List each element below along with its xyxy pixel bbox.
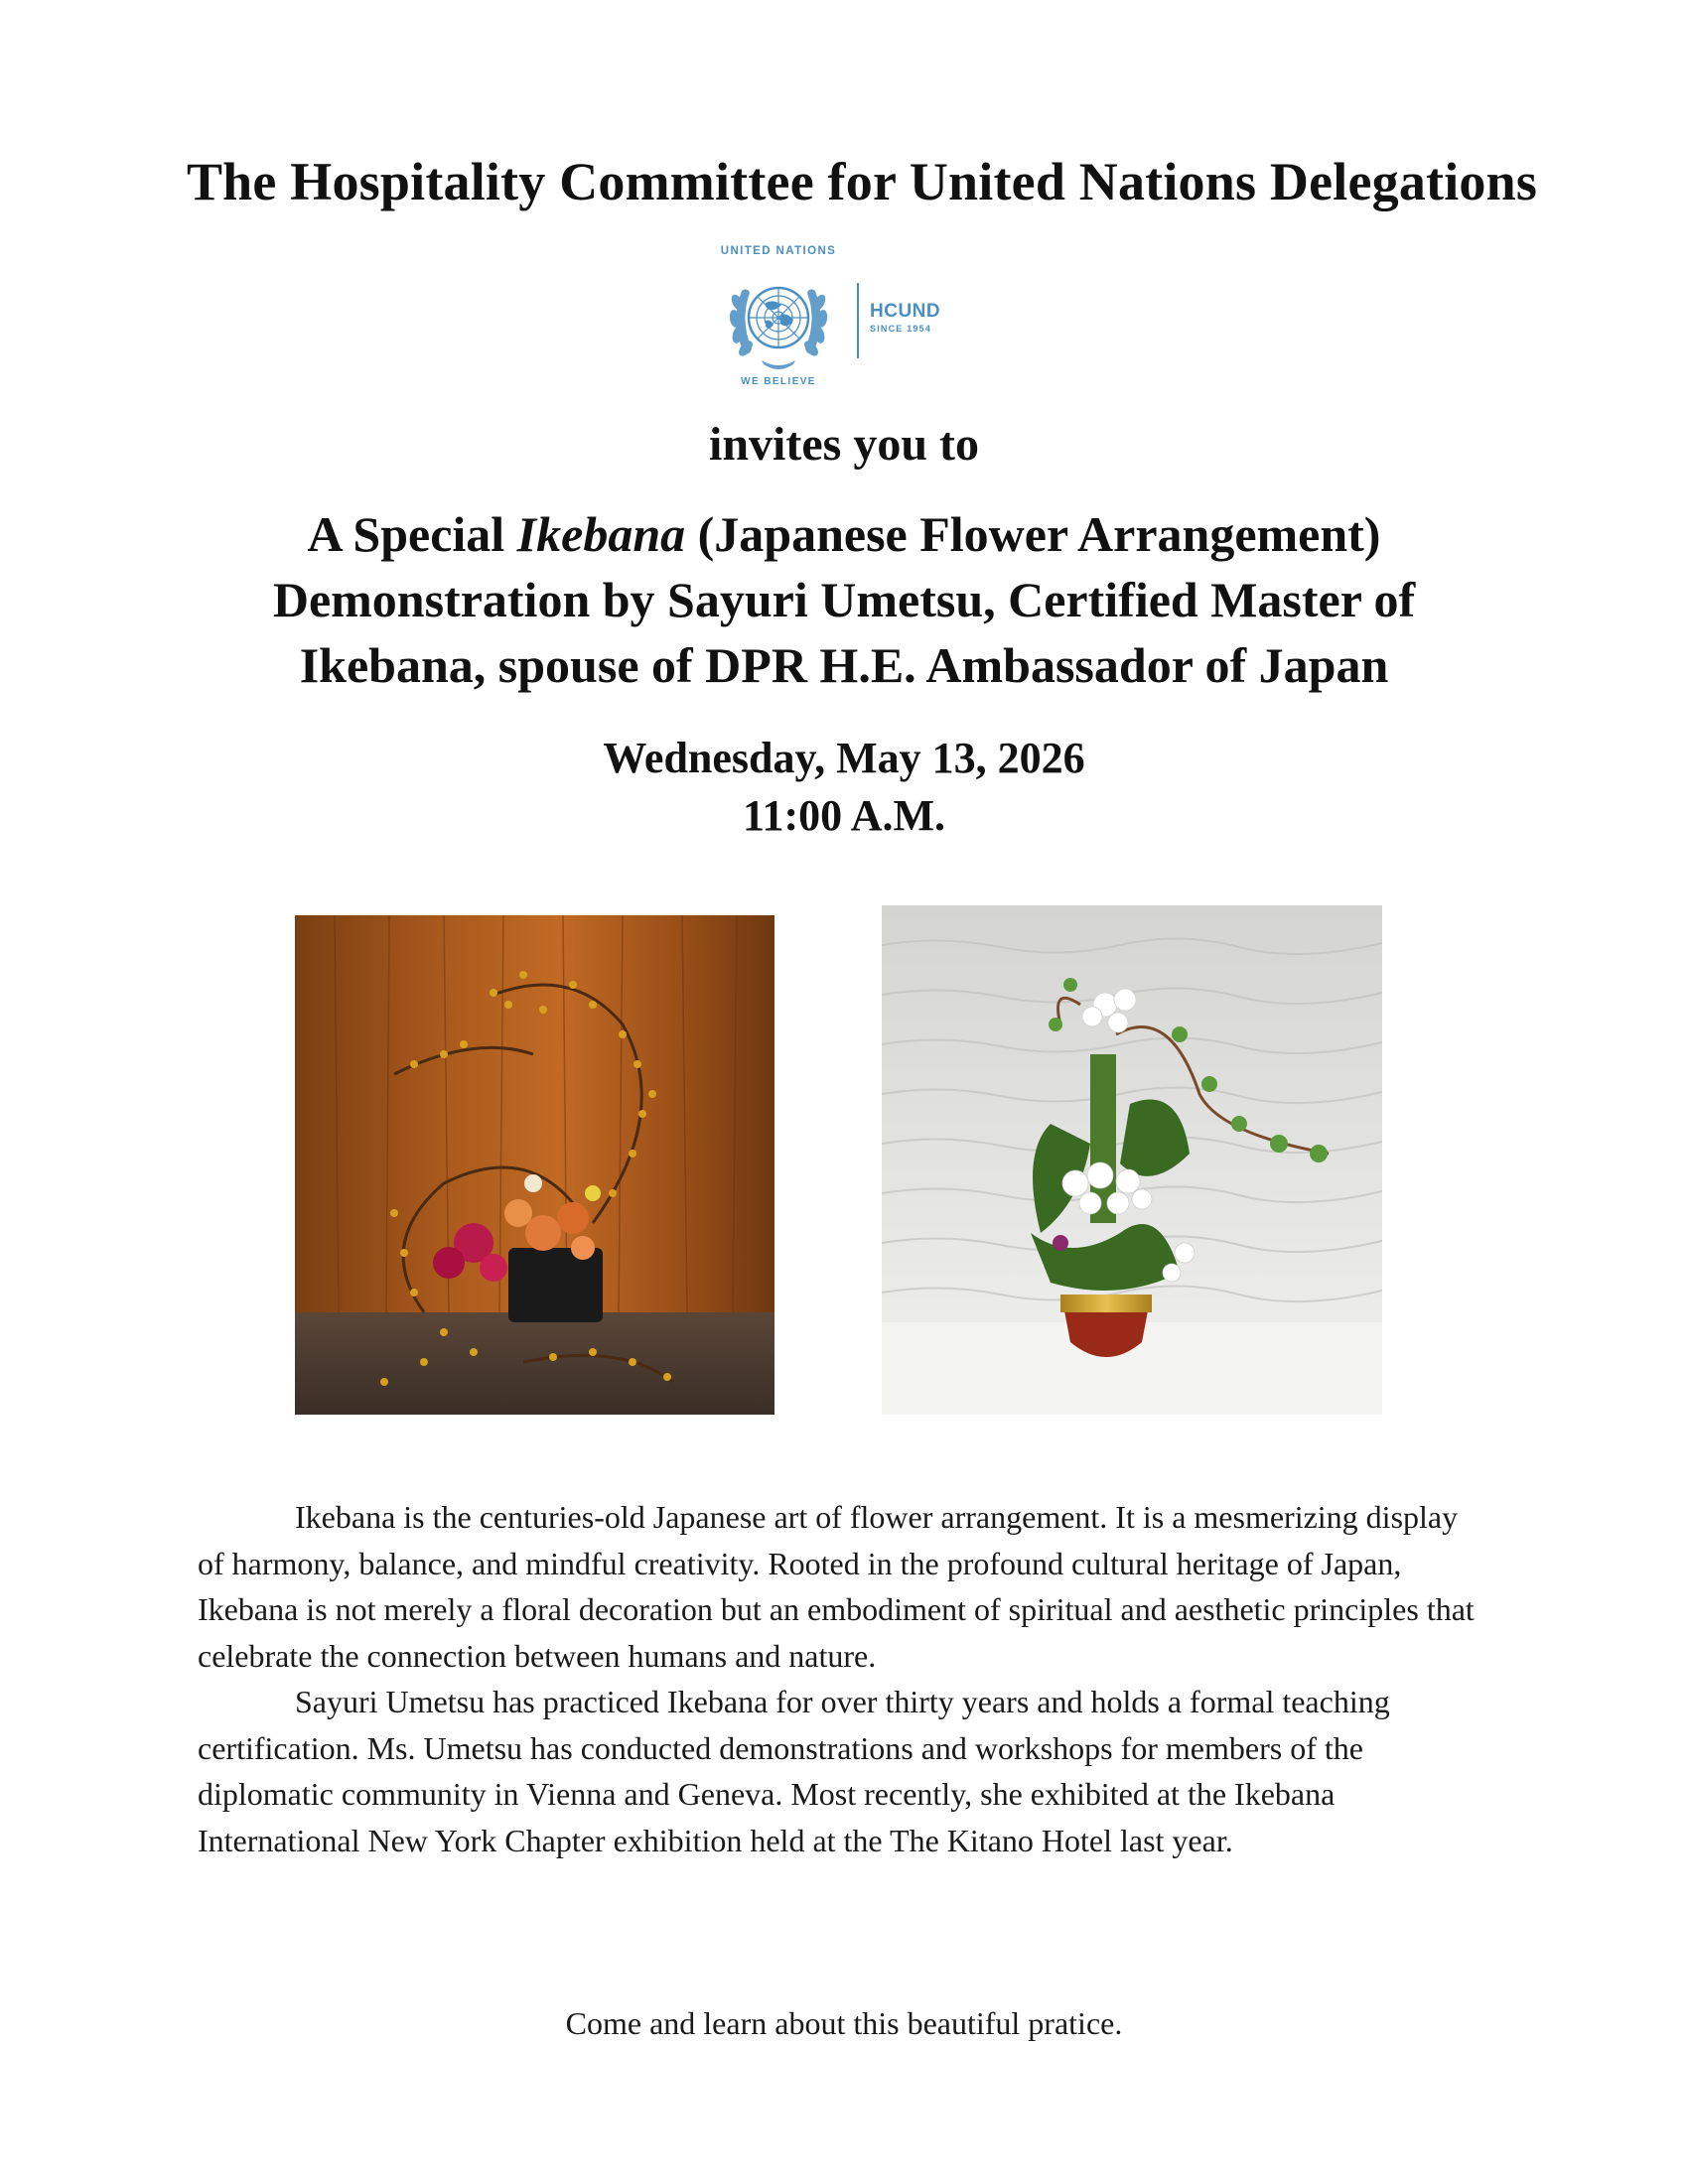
event-datetime [0,730,1688,845]
event-title-line-1 [0,501,1688,567]
event-title-line-2: Demonstration by Sayuri Umetsu, Certified Master of [272,572,1416,627]
body-paragraph-2: Sayuri Umetsu has practiced Ikebana for over thirty years and holds a formal teaching certification. Ms. Umetsu has conducted demonstrations and workshops for members of the diplomatic community in Vienna and Geneva. Most recently, she exhibited at the Ikebana International New York Chapter exhibition held at the The Kitano Hotel last year. [198,1684,1390,1858]
logo-hcund-text: HCUND [870,301,941,322]
un-emblem-icon [722,263,835,376]
ikebana-photo-left [295,915,774,1415]
event-title-line-3: Ikebana, spouse of DPR H.E. Ambassador of Japan [299,637,1389,693]
event-title [0,501,1688,698]
logo-we-believe-text: WE BELIEVE [741,376,816,387]
event-title-italic: Ikebana [516,506,686,562]
body-paragraph-1: Ikebana is the centuries-old Japanese art of flower arrangement. It is a mesmerizing display of harmony, balance, and mindful creativity. Rooted in the profound cultural heritage of Japan, Ikebana is not merely a floral decoration but an embodiment of spiritual and aesthetic principles that celebrate the connection between humans and nature. [198,1499,1475,1674]
body-text [198,1494,1488,1863]
event-time: 11:00 A.M. [742,791,946,840]
event-title-prefix: A Special [307,506,517,562]
logo-united-nations-text: UNITED NATIONS [720,245,837,257]
organization-title: The Hospitality Committee for United Nations Delegations [186,152,1538,211]
un-hcund-logo [708,241,968,390]
logo-since-text: SINCE 1954 [870,324,932,334]
ikebana-photo-right [882,905,1382,1415]
invites-line: invites you to [708,418,979,471]
closing-line: Come and learn about this beautiful pratice. [565,2005,1123,2041]
logo-divider [857,283,859,358]
event-date: Wednesday, May 13, 2026 [603,734,1085,782]
event-title-suffix: (Japanese Flower Arrangement) [685,506,1381,562]
